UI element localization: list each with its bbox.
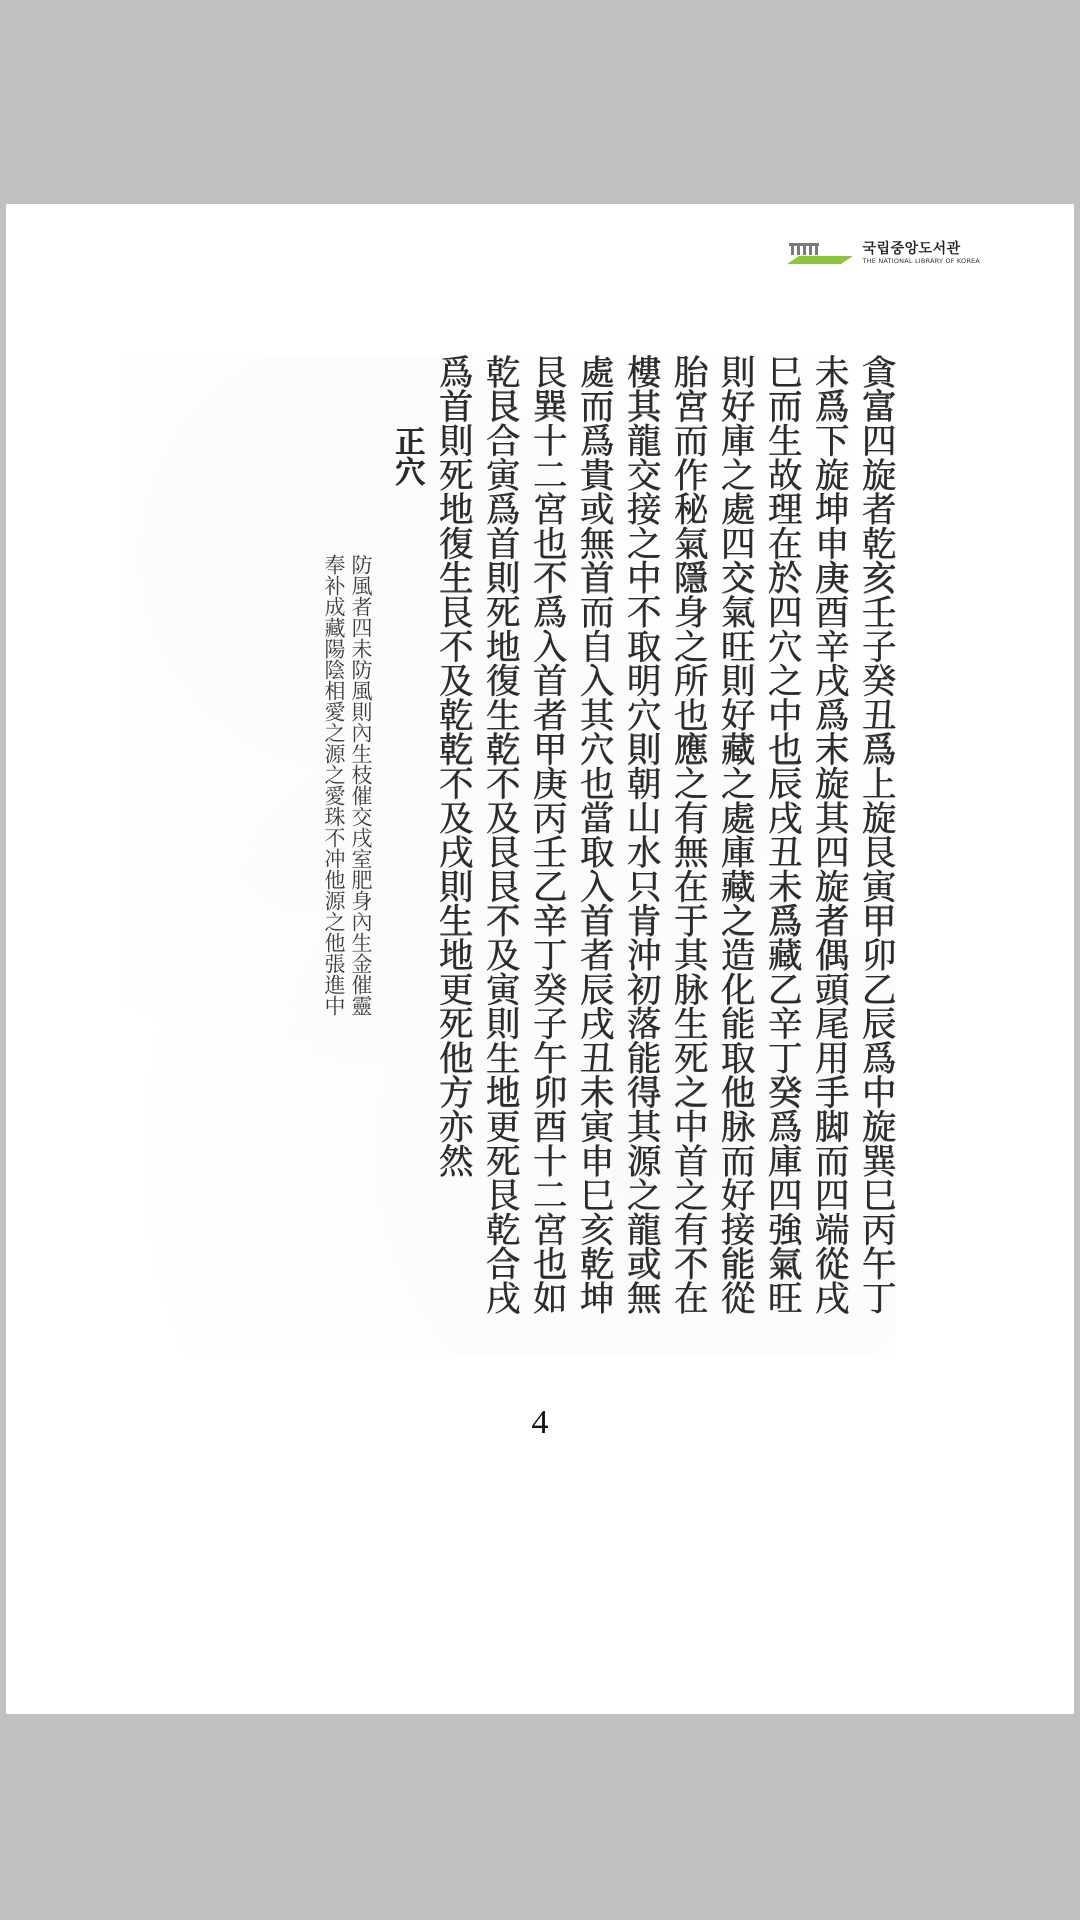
text-column: 貪富四旋者乾亥壬子癸丑爲上旋艮寅甲卯乙辰爲中旋巽巳丙午丁 bbox=[855, 354, 895, 1315]
library-building-icon bbox=[787, 240, 855, 266]
annotation-column: 奉补成藏陽陰相愛之源之愛珠不冲他源之他張進中 bbox=[322, 554, 346, 1016]
text-column: 艮巽十二宮也不爲入首者甲庚丙壬乙辛丁癸子午卯酉十二宮也如 bbox=[526, 354, 566, 1315]
text-column: 胎宮而作秘氣隱身之所也應之有無在于其脉生死之中首之有不在 bbox=[667, 354, 707, 1315]
text-column: 爲首則死地復生艮不及乾乾不及戌則生地更死他方亦然 bbox=[432, 354, 472, 1178]
library-name-korean: 국립중앙도서관 bbox=[862, 240, 961, 257]
manuscript-text bbox=[126, 354, 896, 1354]
text-column: 未爲下旋坤申庚酉辛戌爲末旋其四旋者偶頭尾用手脚而四端從戌 bbox=[808, 354, 848, 1315]
text-column: 乾艮合寅爲首則死地復生乾不及艮艮不及寅則生地更死艮乾合戌 bbox=[479, 354, 519, 1315]
annotation-column: 防風者四未防風則內生枝催交戌室肥身內生金催靈 bbox=[349, 554, 373, 1016]
text-column: 巳而生故理在於四穴之中也辰戌丑未爲藏乙辛丁癸爲庫四強氣旺 bbox=[761, 354, 801, 1315]
library-logo bbox=[787, 240, 980, 266]
text-column: 處而爲貴或無首而自入其穴也當取入首者辰戌丑未寅申巳亥乾坤 bbox=[573, 354, 613, 1315]
text-column: 樓其龍交接之中不取明穴則朝山水只肯沖初落能得其源之龍或無 bbox=[620, 354, 660, 1315]
section-heading: 正穴 bbox=[389, 426, 424, 486]
text-column: 則好庫之處四交氣旺則好藏之處庫藏之造化能取他脉而好接能從 bbox=[714, 354, 754, 1315]
library-name-english: THE NATIONAL LIBRARY OF KOREA bbox=[862, 256, 980, 265]
page-number: 4 bbox=[531, 1404, 549, 1441]
document-page bbox=[6, 204, 1074, 1714]
